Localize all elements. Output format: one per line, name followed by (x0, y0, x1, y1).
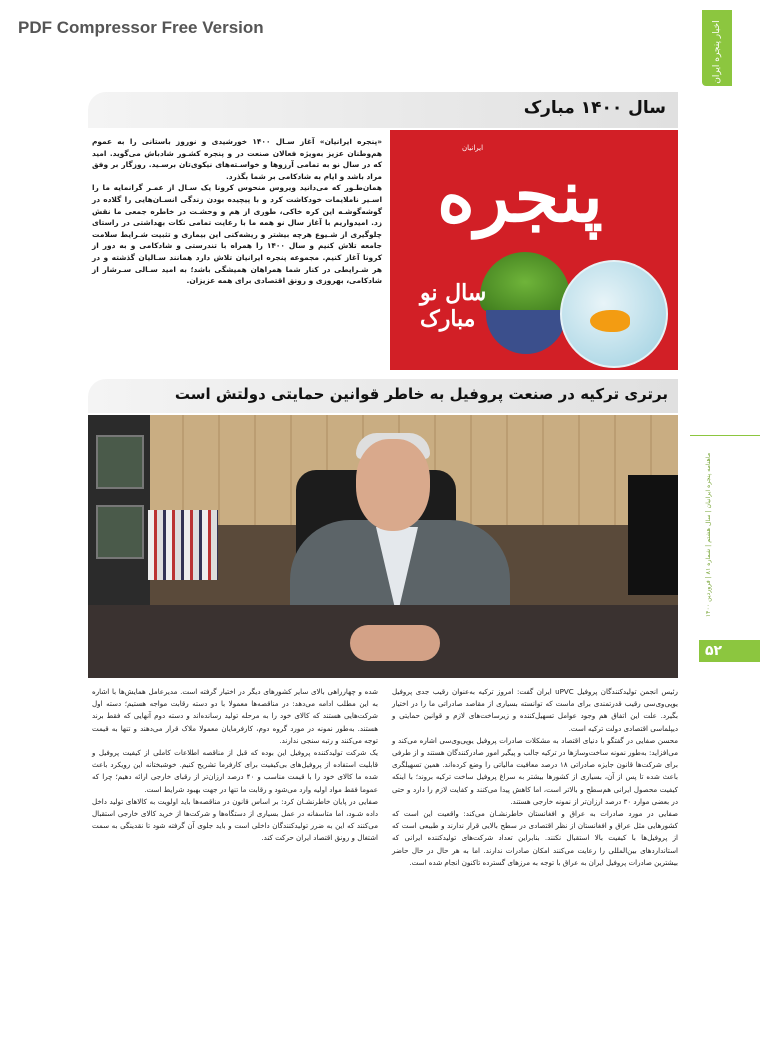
person-hands (350, 625, 440, 661)
article1-paragraph: «پنجره ایرانیان» آغاز سـال ۱۴۰۰ خورشیدی و نوروز باستانی را به عموم هم‌وطنان عزیز به‌ویژه فعالان صنعت در و پنجره کشـور شادباش می‌گوید. امید که در سال نو به تمامی آرزوها و خواسـته‌های نیکوی‌تان برسـید. روزگار بر وفق مراد باشد و ایام به شادکامی بر شما بگذرد. (92, 137, 383, 181)
article2-paragraph: یک شرکت تولیدکننده پروفیل این بوده که قبل از مناقصه اطلاعات کاملی از کیفیت پروفیل و قابلیت استفاده از پروفیل‌های بی‌کیفیت برای کارفرما تشریح کنیم. خوشبختانه این رویکرد باعث شده ما کالای خود را با قیمت مناسب و ۴۰ درصد ارزان‌تر از رقبای خارجی ارائه دهیم؛ چرا که عموما فقط مواد اولیه وارد می‌شود و رقابت ما تنها در جهت بهبود شرایط است. (92, 748, 378, 794)
watermark: PDF Compressor Free Version (18, 18, 264, 37)
article2-paragraph: صفایی در پایان خاطرنشـان کرد: بر اساس قانون در مناقصه‌ها باید اولویت به کالاهای تولید داخل داده شـود، اما متاسفانه در عمل بسیاری از دستگاه‌ها و شرکت‌ها از خرید کالای خارجی استقبال می‌کنند که این به ضرر تولیدکنندگان داخلی است و باید جلوی آن گرفته شود تا نقدینگی به سمت اشتغال و رونق اقتصاد ایران حرکت کند. (92, 796, 378, 843)
article2-title: برتری ترکیه در صنعت پروفیل به خاطر قوانین حمایتی دولتش است (174, 385, 668, 403)
article2-paragraph: رئیس انجمن تولیدکنندگان پروفیل uPVC ایران گفت: امروز ترکیه به‌عنوان رقیب جدی پروفیل یوپی‌وی‌سی رقیب قدرتمندی برای ماست که توانسته بسیاری از مقاصد صادراتی ما را در اختیار بگیرد. علت این اتفاق هم وجود عوامل تسهیل‌کننده و زیرساخت‌های لازم و قوانین حمایتی و دیپلماسی اقتصادی دولت ترکیه است. (392, 687, 678, 733)
article2-paragraph: شده و چهارراهی بالای سایر کشورهای دیگر در اختیار گرفته است. مدیرعامل همایش‌ها با اشاره به این مطلب ادامه می‌دهد: در مناقصه‌ها معمولا با دو دسته رقابت مواجه هستیم؛ دسته اول شرکت‌هایی هستند که کالای خود را به مرحله تولید رسانده‌اند و دسته دوم آنهایی که فقط برند هستند. به‌طور نمونه در مورد گروه دوم، کارفرمایان معمولا ملاک قرار می‌دهند و تنها به قیمت توجه می‌کنند و رتبه سنجی ندارند. (92, 687, 378, 745)
side-rule (690, 435, 760, 436)
section-tab (702, 10, 732, 86)
article2-header (88, 379, 678, 413)
article2-right-column (392, 686, 678, 966)
cover-slogan: سال نو مبارک (420, 280, 487, 332)
article1-title: سال ۱۴۰۰ مبارک (523, 98, 666, 118)
cover-logo-label: ایرانیان (462, 144, 484, 152)
article2-paragraph: صفایی در مورد صادرات به عراق و افغانستان خاطرنشـان می‌کند: واقعیت این است که کشورهایی مثل عراق و افغانستان از نظر اقتصادی در سطح بالایی قرار ندارند و طبیعی است که از پروفیل‌ها با کیفیت بالا استقبال نکنند. بنابراین تعداد شرکت‌های تولیدکننده ایرانی که استانداردهای بین‌المللی را رعایت می‌کنند امکان صادرات ندارند. اما به هر حال در حال حاضر بیشترین صادرات پروفیل ایران به عراق با توجه به مرزهای گسترده تاکنون انجام شده است. (392, 809, 678, 867)
article1-body (92, 136, 382, 372)
magazine-cover-image (390, 130, 678, 370)
frame-image (96, 505, 144, 559)
issue-info (702, 430, 716, 640)
frame-image (96, 435, 144, 489)
article1-header (88, 92, 678, 128)
monitor-image (628, 475, 678, 595)
issue-info-text: ماهنامه پنجره ایرانیان | سال هشتم | شماره ۸۱ | فروردین ۱۴۰۰ (705, 452, 712, 618)
goldfish-image (590, 310, 630, 332)
cover-logo: پنجره (437, 153, 603, 238)
section-tab-label: اخبار پنجره ایران (712, 20, 722, 84)
article2-paragraph: محسن صفایی در گفتگو با دنیای اقتصاد به مشکلات صادرات پروفیل یوپی‌وی‌سی اشاره می‌کند و می‌افزاید: به‌طور نمونه ساخت‌وسازها در ترکیه جالب و پیگیر امور صادرکنندگان هستند و از طرفی برای شرکت‌ها قانون جایزه صادراتی ۱۸ درصد معافیت مالیاتی را وضع کرده‌اند. همین تسهیلگری باعث شده تا پس از آن، بسیاری از کشورها بیشتر به سراغ پروفیل ساخت ترکیه بروند؛ با اینکه کیفیت محصول ایرانی هم‌سطح و بالاتر است، اما کاهش پیدا می‌کنند و کفایت لازم را دارد و حتی در بعضی موارد ۳۰ درصد ارزان‌تر از نمونه خارجی هستند. (392, 735, 678, 806)
article2-left-column (92, 686, 378, 966)
interview-photo (88, 415, 678, 678)
article1-paragraph: همان‌طـور که می‌دانید ویروس منحوس کرونا یک سـال از عمـر گرانمایه ما را اسـیر ناملایمات خودکاشت کرد و با پیچیده‌ بودن زندگی انسـان‌هایی را گلاده در گوشه‌گوشـه این کره خاکی، طوری از هم و وحشـت در خاطره جمعی ما نقش زد. امیدواریم با آغاز سال نو همه ما با رعایت تمامی نکات بهداشتی در راستای چلوگیری از شـیوع هرچه بیشتر و ریشه‌کنی این بیماری و تثبیت شـرایط سلامت جامعه تلاش کنیم و سال ۱۴۰۰ را همراه با تندرستی و شادکامی و به دور از کرونا آغاز کنیم. مجموعه پنجره ایرانیان تلاش دارد همانند سـالیان گذشته و در هر شـرایطی در کنار شما همراهان همیشگی باشد؛ به امید سـالی سـرشار از شادکامی، بهروزی و رونق اقتصادی برای همه عزیزان. (92, 183, 382, 286)
person-face (356, 439, 430, 531)
books-image (148, 510, 218, 580)
page-number: ۵۲ (699, 640, 760, 662)
